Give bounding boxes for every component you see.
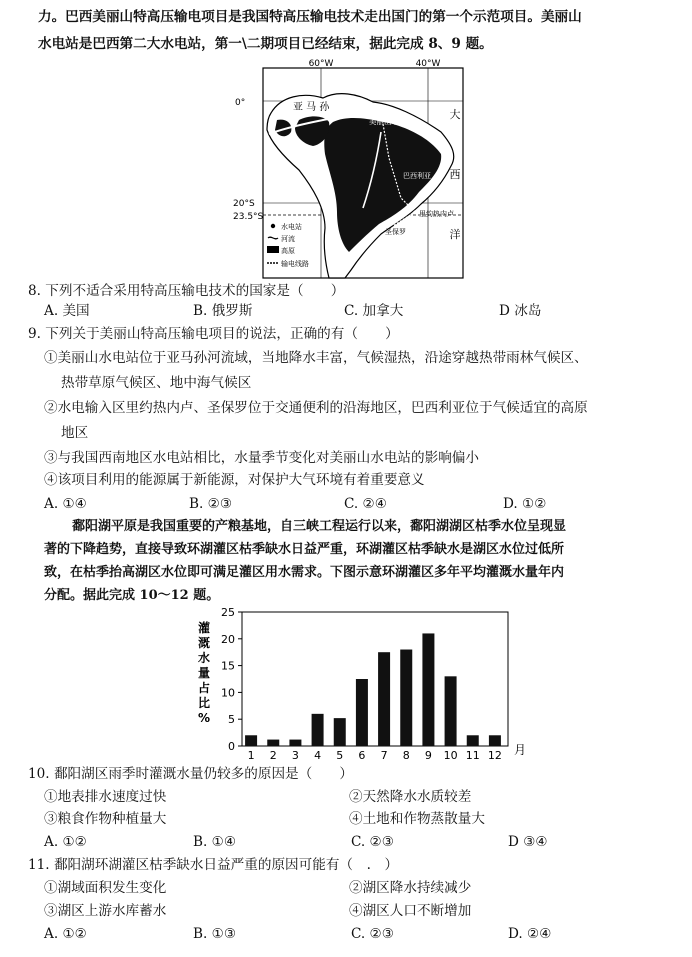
x-tick-label: 7 <box>380 749 388 762</box>
q11-option-c: C. ②③ <box>351 926 394 942</box>
q10-option-c: C. ②③ <box>351 834 394 850</box>
label-saopaulo: 圣保罗 <box>385 228 406 236</box>
hydro-station-icon <box>271 224 275 228</box>
y-tick-label: 15 <box>221 659 235 673</box>
y-axis-label-char: 量 <box>197 666 211 680</box>
legend-label: 输电线路 <box>281 260 309 268</box>
bar-month-6 <box>356 679 368 746</box>
x-tick-label: 1 <box>247 749 255 762</box>
q9-statement: ①美丽山水电站位于亚马孙河流域，当地降水丰富，气候湿热，沿途穿越热带雨林气候区、 <box>44 350 588 366</box>
q11-statement: ④湖区人口不断增加 <box>349 903 472 919</box>
q8-option-a: A. 美国 <box>44 303 90 319</box>
y-axis-label-char: 溉 <box>197 636 211 650</box>
q9-statement: 地区 <box>61 425 89 441</box>
y-tick-label: 20 <box>221 632 235 646</box>
q8-option-d: D 冰岛 <box>499 303 542 319</box>
q8-option-b: B. 俄罗斯 <box>193 303 253 319</box>
label-da: 大 <box>449 108 461 121</box>
q9-stem: 9. 下列关于美丽山特高压输电项目的说法，正确的有（ ） <box>28 326 399 342</box>
q10-option-d: D ③④ <box>508 834 548 850</box>
y-tick-label: 10 <box>221 686 235 700</box>
q9-option-d: D. ①② <box>503 496 547 512</box>
bar-month-4 <box>312 714 324 746</box>
label-xi: 西 <box>449 168 461 181</box>
lon-label-60w: 60°W <box>308 59 334 69</box>
label-dam: 美丽山水电站 <box>369 117 414 126</box>
passage2-line-2: 著的下降趋势，直接导致环湖灌区枯季缺水日益严重，环湖灌区枯季缺水是湖区水位过低所 <box>44 542 565 557</box>
x-tick-label: 8 <box>402 749 410 762</box>
q11-statement: ②湖区降水持续减少 <box>349 880 472 896</box>
y-axis-label-char: 比 <box>197 696 211 710</box>
q10-option-b: B. ①④ <box>193 834 237 850</box>
y-axis-label-char: 占 <box>197 681 211 695</box>
bar-month-12 <box>489 735 501 746</box>
label-brasilia: 巴西利亚 <box>403 172 431 180</box>
label-amazon: 亚 马 孙 <box>293 102 330 113</box>
lat-label-20s: 20°S <box>233 199 255 209</box>
y-tick-label: 25 <box>221 606 235 619</box>
passage2-line-4: 分配。据此完成 10～12 题。 <box>44 588 220 603</box>
x-tick-label: 3 <box>291 749 299 762</box>
legend-label: 高原 <box>281 247 295 255</box>
q10-option-a: A. ①② <box>44 834 87 850</box>
bar-month-8 <box>400 650 412 746</box>
q11-option-d: D. ②④ <box>508 926 552 942</box>
bar-month-2 <box>267 740 279 746</box>
bar-month-3 <box>289 740 301 746</box>
bar-month-1 <box>245 735 257 746</box>
passage2-line-3: 致，在枯季抬高湖区水位即可满足灌区用水需求。下图示意环湖灌区多年平均灌溉水量年内 <box>44 565 565 580</box>
q9-statement: ③与我国西南地区水电站相比，水量季节变化对美丽山水电站的影响偏小 <box>44 450 479 466</box>
q8-stem: 8. 下列不适合采用特高压输电技术的国家是（ ） <box>28 283 345 299</box>
x-tick-label: 10 <box>443 749 458 762</box>
q9-option-c: C. ②④ <box>344 496 387 512</box>
x-tick-label: 4 <box>314 749 322 762</box>
intro-line-2: 水电站是巴西第二大水电站，第一\二期项目已经结束，据此完成 8、9 题。 <box>38 36 493 52</box>
lat-label-0: 0° <box>235 98 246 108</box>
lat-label-23s: 23.5°S <box>233 212 264 222</box>
irrigation-chart <box>190 606 530 764</box>
legend-label: 河流 <box>281 235 295 243</box>
y-tick-label: 0 <box>228 740 235 753</box>
q11-statement: ①湖域面积发生变化 <box>44 880 167 896</box>
label-yang: 洋 <box>449 228 461 241</box>
y-tick-label: 5 <box>228 713 235 727</box>
x-tick-label: 5 <box>336 749 344 762</box>
q11-option-b: B. ①③ <box>193 926 237 942</box>
x-tick-label: 12 <box>487 749 502 762</box>
x-tick-label: 9 <box>424 749 432 762</box>
q9-statement: ②水电输入区里约热内卢、圣保罗位于交通便利的沿海地区，巴西利亚位于气候适宜的高原 <box>44 400 588 416</box>
q10-stem: 10. 鄱阳湖区雨季时灌溉水量仍较多的原因是（ ） <box>28 766 354 782</box>
bar-month-11 <box>467 735 479 746</box>
y-axis-label-char: 灌 <box>197 621 211 635</box>
q9-statement: 热带草原气候区、地中海气候区 <box>61 375 252 391</box>
x-tick-label: 2 <box>269 749 277 762</box>
q11-statement: ③湖区上游水库蓄水 <box>44 903 167 919</box>
x-axis-label: 月 <box>513 743 527 757</box>
q10-statement: ②天然降水水质较差 <box>349 789 472 805</box>
bar-month-7 <box>378 652 390 746</box>
q8-option-c: C. 加拿大 <box>344 303 404 319</box>
y-axis-label-char: 水 <box>197 651 211 665</box>
q10-statement: ④土地和作物蒸散量大 <box>349 811 485 827</box>
x-tick-label: 11 <box>465 749 480 762</box>
q10-statement: ③粮食作物种植量大 <box>44 811 167 827</box>
brazil-map <box>233 58 467 280</box>
bar-month-10 <box>445 676 457 746</box>
legend-label: 水电站 <box>281 223 302 231</box>
bar-month-9 <box>422 633 434 746</box>
q9-option-a: A. ①④ <box>44 496 87 512</box>
q11-stem: 11. 鄱阳湖环湖灌区枯季缺水日益严重的原因可能有（ . ） <box>28 857 399 873</box>
x-tick-label: 6 <box>358 749 366 762</box>
q11-option-a: A. ①② <box>44 926 87 942</box>
bar-month-5 <box>334 718 346 746</box>
plateau-icon <box>267 246 279 253</box>
intro-line-1: 力。巴西美丽山特高压输电项目是我国特高压输电技术走出国门的第一个示范项目。美丽山 <box>38 9 582 25</box>
lon-label-40w: 40°W <box>415 59 441 69</box>
passage2-line-1: 鄱阳湖平原是我国重要的产粮基地，自三峡工程运行以来，鄱阳湖湖区枯季水位呈现显 <box>72 519 567 534</box>
y-axis-label-char: % <box>197 711 211 725</box>
q10-statement: ①地表排水速度过快 <box>44 789 167 805</box>
q9-statement: ④该项目利用的能源属于新能源，对保护大气环境有着重要意义 <box>44 472 425 488</box>
label-rio: 里约热内卢 <box>419 210 454 218</box>
chart-frame <box>242 612 508 746</box>
q9-option-b: B. ②③ <box>189 496 233 512</box>
